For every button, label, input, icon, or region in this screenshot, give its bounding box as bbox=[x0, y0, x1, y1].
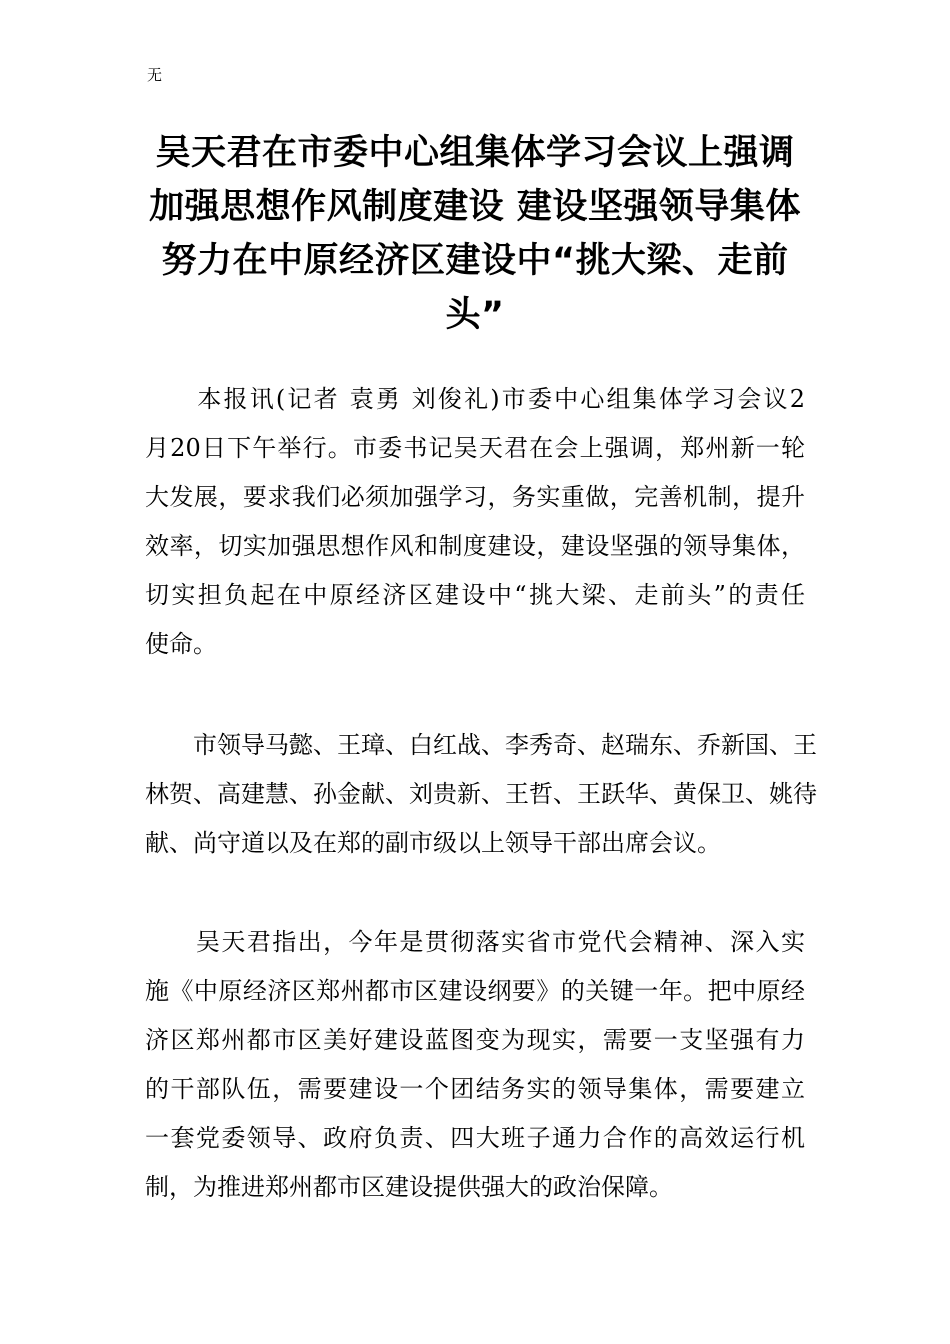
paragraph-line: 济区郑州都市区美好建设蓝图变为现实，需要一支坚强有力 bbox=[145, 1026, 805, 1054]
paragraph-line: 林贺、高建慧、孙金献、刘贵新、王哲、王跃华、黄保卫、姚待 bbox=[145, 780, 817, 808]
title-line: 努力在中原经济区建设中“挑大梁、走前 bbox=[161, 241, 789, 281]
paragraph-line: 切实担负起在中原经济区建设中“挑大梁、走前头”的责任 bbox=[145, 581, 805, 609]
paragraph-line: 吴天君指出，今年是贯彻落实省市党代会精神、深入实 bbox=[145, 928, 805, 956]
title-line: 头” bbox=[445, 295, 505, 335]
paragraph-line: 施《中原经济区郑州都市区建设纲要》的关键一年。把中原经 bbox=[145, 977, 805, 1005]
paragraph-line: 本报讯(记者 袁勇 刘俊礼)市委中心组集体学习会议2 bbox=[145, 385, 805, 413]
header-mark: 无 bbox=[147, 66, 163, 84]
paragraph-line: 献、尚守道以及在郑的副市级以上领导干部出席会议。 bbox=[145, 829, 721, 857]
title-line: 吴天君在市委中心组集体学习会议上强调 bbox=[155, 133, 795, 173]
title-line: 加强思想作风制度建设 建设坚强领导集体 bbox=[149, 187, 801, 227]
paragraph-report-intro bbox=[145, 375, 805, 669]
paragraph-line: 月20日下午举行。市委书记吴天君在会上强调，郑州新一轮 bbox=[145, 434, 805, 462]
paragraph-line: 效率，切实加强思想作风和制度建设，建设坚强的领导集体， bbox=[145, 532, 805, 560]
paragraph-remarks bbox=[145, 918, 805, 1212]
paragraph-attendees bbox=[145, 721, 817, 868]
paragraph-line: 一套党委领导、政府负责、四大班子通力合作的高效运行机 bbox=[145, 1124, 805, 1152]
paragraph-line: 制，为推进郑州都市区建设提供强大的政治保障。 bbox=[145, 1173, 673, 1201]
article-title bbox=[130, 126, 820, 342]
paragraph-line: 使命。 bbox=[145, 630, 217, 658]
paragraph-line: 大发展，要求我们必须加强学习，务实重做，完善机制，提升 bbox=[145, 483, 805, 511]
paragraph-line: 的干部队伍，需要建设一个团结务实的领导集体，需要建立 bbox=[145, 1075, 805, 1103]
paragraph-line: 市领导马懿、王璋、白红战、李秀奇、赵瑞东、乔新国、王 bbox=[145, 731, 817, 759]
